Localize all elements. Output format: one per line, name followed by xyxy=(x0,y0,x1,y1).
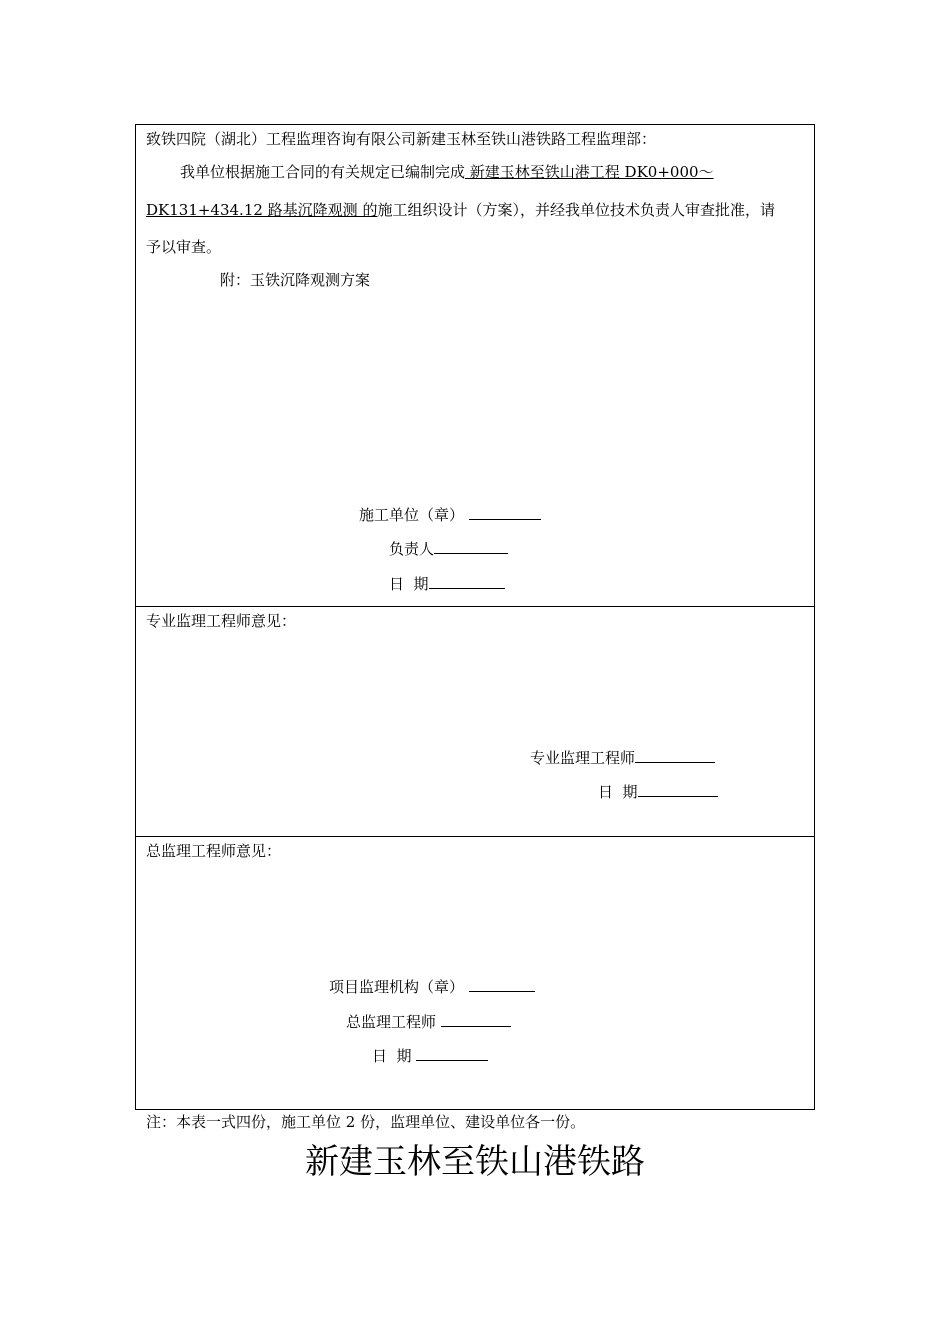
body-line-1-prefix: 我单位根据施工合同的有关规定已编制完成 xyxy=(180,163,466,181)
contractor-seal-blank[interactable] xyxy=(469,504,541,520)
body-line-3: 予以审查。 xyxy=(146,238,222,256)
chief-engineer-row xyxy=(346,1011,511,1032)
specialist-engineer-blank[interactable] xyxy=(635,747,715,763)
submission-date-row xyxy=(389,573,505,594)
submission-date-blank[interactable] xyxy=(429,573,505,589)
date-label: 日 期 xyxy=(372,1047,412,1065)
body-line-1 xyxy=(180,162,714,182)
body-line-2-suffix: 施工组织设计（方案），并经我单位技术负责人审查批准，请 xyxy=(377,201,775,219)
responsible-person-blank[interactable] xyxy=(434,538,508,554)
specialist-engineer-row xyxy=(530,747,715,768)
contractor-submission-section xyxy=(136,125,814,607)
chief-engineer-blank[interactable] xyxy=(441,1011,511,1027)
addressee-text: 致铁四院（湖北）工程监理咨询有限公司新建玉林至铁山港铁路工程监理部： xyxy=(146,130,657,148)
chief-engineer-label: 总监理工程师 xyxy=(346,1013,437,1031)
specialist-date-row xyxy=(598,781,718,802)
date-label: 日 期 xyxy=(389,575,429,593)
chief-opinion-section xyxy=(136,837,814,1109)
form-note: 注：本表一式四份，施工单位 2 份，监理单位、建设单位各一份。 xyxy=(146,1113,586,1131)
specialist-date-blank[interactable] xyxy=(638,781,718,797)
contractor-seal-row xyxy=(359,504,541,525)
specialist-opinion-title: 专业监理工程师意见： xyxy=(146,612,297,630)
approval-form-table xyxy=(135,124,815,1110)
specialist-engineer-label: 专业监理工程师 xyxy=(530,749,636,767)
chief-date-blank[interactable] xyxy=(416,1045,488,1061)
chief-opinion-title: 总监理工程师意见： xyxy=(146,842,282,860)
attachment-text: 附：玉铁沉降观测方案 xyxy=(220,271,371,289)
chief-date-row xyxy=(372,1045,488,1066)
project-supervision-seal-blank[interactable] xyxy=(469,976,535,992)
project-scope-text: 新建玉林至铁山港工程 DK0+000～ xyxy=(465,163,714,181)
responsible-person-row xyxy=(389,538,508,559)
project-supervision-seal-row xyxy=(329,976,535,997)
body-line-2 xyxy=(146,200,775,220)
date-label: 日 期 xyxy=(598,783,638,801)
footer-title: 新建玉林至铁山港铁路 xyxy=(305,1142,645,1182)
responsible-person-label: 负责人 xyxy=(389,540,435,558)
project-scope-continued: DK131+434.12 路基沉降观测 的 xyxy=(146,201,378,219)
project-supervision-seal-label: 项目监理机构（章） xyxy=(329,978,465,996)
specialist-opinion-section xyxy=(136,607,814,837)
contractor-seal-label: 施工单位（章） xyxy=(359,506,465,524)
